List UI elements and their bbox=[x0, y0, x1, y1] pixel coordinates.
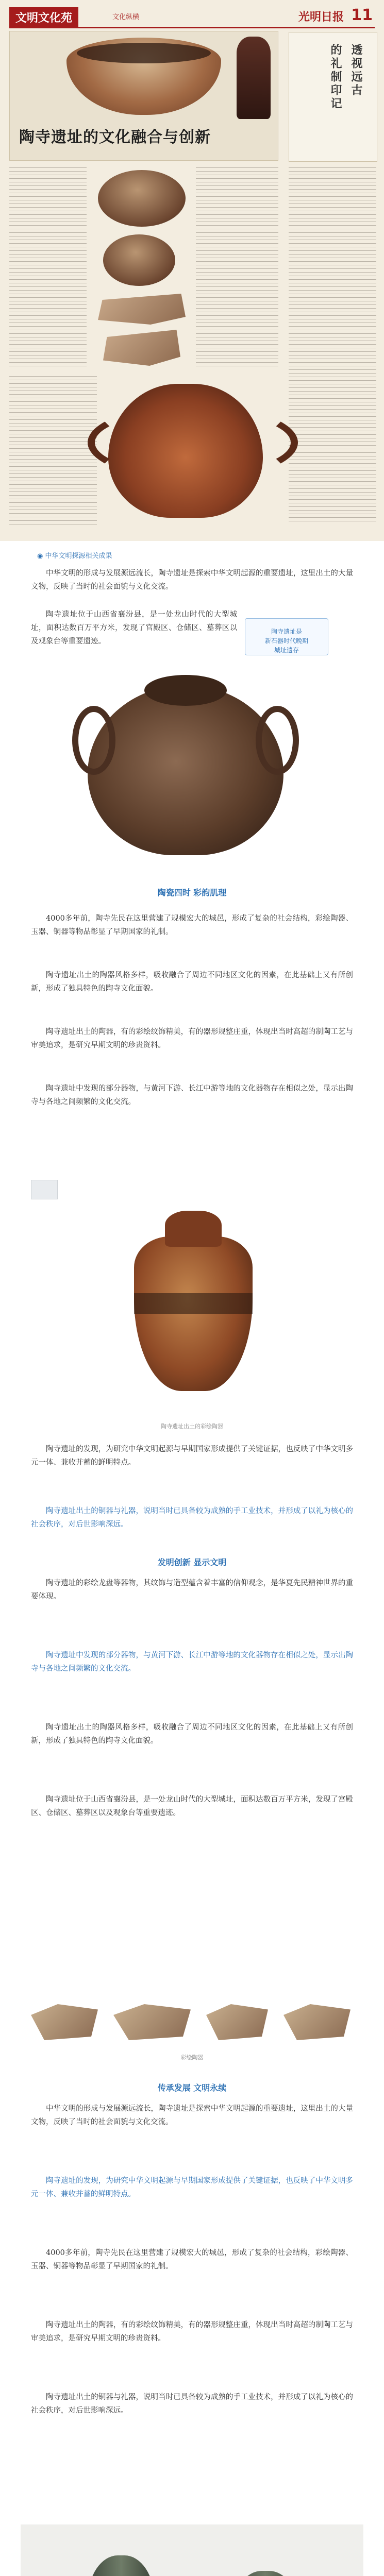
paragraph: 陶寺遗址出土的陶器，有的彩绘纹饰精美，有的器形规整庄重，体现出当时高超的制陶工艺与审美追求，是研究早期文明的珍贵资料。 bbox=[31, 2321, 353, 2343]
section-label: 文明文化苑 bbox=[9, 7, 78, 27]
artifact-image bbox=[103, 234, 175, 286]
painted-pot-image bbox=[88, 685, 283, 855]
pot-rim bbox=[144, 675, 227, 706]
paragraph: 陶寺遗址中发现的部分器物，与黄河下游、长江中游等地的文化器物存在相似之处，显示出陶寺与各地之间频繁的文化交流。 bbox=[31, 1084, 353, 1106]
paragraph: 陶寺遗址出土的陶器风格多样，吸收融合了周边不同地区文化的因素，在此基础上又有所创新，形成了独具特色的陶寺文化面貌。 bbox=[31, 971, 353, 993]
double-handled-jar-image bbox=[108, 384, 263, 518]
section-heading: 陶瓷四时 彩韵肌理 bbox=[157, 888, 227, 897]
masthead bbox=[9, 4, 375, 28]
shard-image bbox=[206, 2004, 268, 2040]
related-link[interactable]: ◉ 中华文明探源相关成果 bbox=[37, 550, 112, 560]
tall-vessel-image bbox=[237, 37, 271, 119]
bronze-bell-photo bbox=[21, 2524, 363, 2576]
paragraph: 4000多年前，陶寺先民在这里营建了规模宏大的城邑，形成了复杂的社会结构，彩绘陶器、玉器、铜器等物品彰显了早期国家的礼制。 bbox=[31, 914, 353, 936]
thumbnail-image bbox=[31, 1180, 58, 1199]
pot-handle bbox=[72, 706, 115, 775]
lead-title: 陶寺遗址的文化融合与创新 bbox=[19, 128, 211, 146]
image-caption: 彩绘陶器 bbox=[180, 2054, 204, 2061]
paragraph: 陶寺遗址出土的陶器风格多样，吸收融合了周边不同地区文化的因素，在此基础上又有所创新，形成了独具特色的陶寺文化面貌。 bbox=[31, 1723, 353, 1745]
paragraph: 陶寺遗址出土的陶器，有的彩绘纹饰精美，有的器形规整庄重，体现出当时高超的制陶工艺与审美追求，是研究早期文明的珍贵资料。 bbox=[31, 1028, 353, 1049]
shard-image bbox=[113, 2004, 191, 2040]
shard-gallery bbox=[31, 2004, 350, 2050]
shard-image bbox=[283, 2004, 350, 2040]
image-caption: 陶寺遗址出土的彩绘陶器 bbox=[161, 1423, 223, 1430]
page-number: 11 bbox=[351, 6, 373, 24]
shard-image bbox=[31, 2004, 98, 2040]
paragraph: 中华文明的形成与发展源远流长，陶寺遗址是探索中华文明起源的重要遗址，这里出土的大量文物，反映了当时的社会面貌与文化交流。 bbox=[31, 2105, 353, 2126]
text-column bbox=[9, 167, 87, 368]
vertical-headline bbox=[289, 32, 377, 162]
highlighted-paragraph: 陶寺遗址出土的铜器与礼器，说明当时已具备较为成熟的手工业技术，并形成了以礼为核心的社会秩序，对后世影响深远。 bbox=[31, 1507, 353, 1529]
paragraph: 4000多年前，陶寺先民在这里营建了规模宏大的城邑，形成了复杂的社会结构，彩绘陶器、玉器、铜器等物品彰显了早期国家的礼制。 bbox=[31, 2249, 353, 2270]
section-heading: 发明创新 显示文明 bbox=[157, 1557, 227, 1567]
vertical-headline-col-2: 的礼制印记 bbox=[329, 44, 342, 111]
shard-image bbox=[103, 330, 180, 366]
jar-neck bbox=[165, 1211, 222, 1247]
text-column bbox=[196, 167, 278, 368]
newspaper-page bbox=[0, 0, 384, 541]
shard-image bbox=[98, 294, 186, 325]
highlighted-paragraph: 陶寺遗址的发现，为研究中华文明起源与早期国家形成提供了关键证据，也反映了中华文明多元一体、兼收并蓄的鲜明特点。 bbox=[31, 2177, 353, 2198]
info-box bbox=[245, 618, 328, 655]
section-tag: 文化纵横 bbox=[112, 13, 140, 21]
info-box-text: 陶寺遗址是 新石器时代晚期 城址遗存 bbox=[264, 628, 308, 654]
jar-band bbox=[134, 1293, 253, 1314]
painted-bowl-image bbox=[66, 38, 221, 115]
painted-jar-image bbox=[134, 1236, 253, 1391]
newspaper-name: 光明日报 bbox=[298, 10, 344, 24]
highlighted-paragraph: 陶寺遗址中发现的部分器物，与黄河下游、长江中游等地的文化器物存在相似之处，显示出陶寺与各地之间频繁的文化交流。 bbox=[31, 1651, 353, 1673]
text-column bbox=[289, 167, 376, 523]
paragraph: 陶寺遗址的发现，为研究中华文明起源与早期国家形成提供了关键证据，也反映了中华文明多元一体、兼收并蓄的鲜明特点。 bbox=[31, 1445, 353, 1467]
paragraph: 陶寺遗址的彩绘龙盘等器物，其纹饰与造型蕴含着丰富的信仰观念，是华夏先民精神世界的重要体现。 bbox=[31, 1579, 353, 1601]
paragraph: 陶寺遗址位于山西省襄汾县，是一处龙山时代的大型城址，面积达数百万平方米，发现了宫殿区、仓储区、墓葬区以及观象台等重要遗迹。 bbox=[31, 611, 237, 646]
lead-photo bbox=[9, 31, 278, 161]
paragraph: 陶寺遗址出土的铜器与礼器，说明当时已具备较为成熟的手工业技术，并形成了以礼为核心的社会秩序，对后世影响深远。 bbox=[31, 2393, 353, 2415]
vertical-headline-col-1: 透视远古 bbox=[349, 44, 363, 97]
text-column bbox=[9, 376, 97, 526]
pot-handle bbox=[256, 706, 299, 775]
paragraph: 中华文明的形成与发展源远流长，陶寺遗址是探索中华文明起源的重要遗址，这里出土的大量文物，反映了当时的社会面貌与文化交流。 bbox=[31, 569, 353, 591]
artifact-image bbox=[98, 170, 186, 227]
section-heading: 传承发展 文明永续 bbox=[157, 2083, 227, 2093]
paragraph: 陶寺遗址位于山西省襄汾县，是一处龙山时代的大型城址，面积达数百万平方米，发现了宫殿区、仓储区、墓葬区以及观象台等重要遗迹。 bbox=[31, 1795, 353, 1817]
